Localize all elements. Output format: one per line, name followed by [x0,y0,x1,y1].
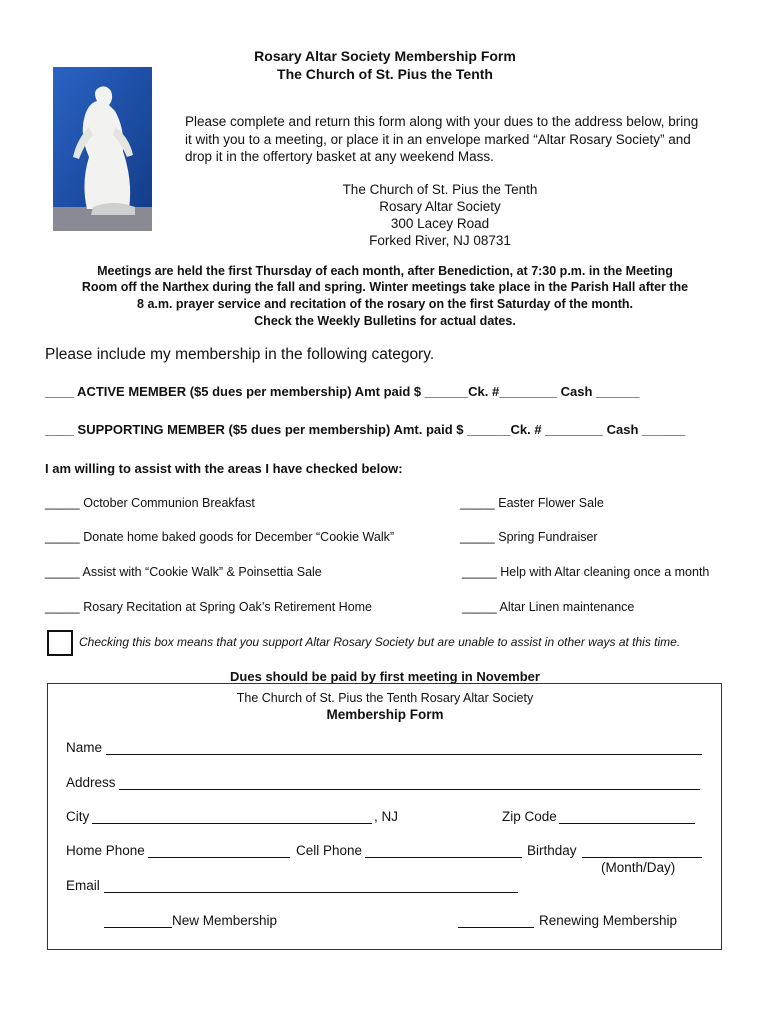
zip-field[interactable] [559,811,695,824]
city-field[interactable] [92,811,372,824]
home-phone-field[interactable] [148,845,290,858]
address-line: The Church of St. Pius the Tenth [342,182,538,197]
form-box-org: The Church of St. Pius the Tenth Rosary Altar Society [236,691,534,705]
zip-label: Zip Code [502,809,557,824]
cell-phone-label: Cell Phone [296,843,363,858]
birthday-hint: (Month/Day) [601,860,676,875]
new-membership-label: New Membership [172,913,278,928]
church-title: The Church of St. Pius the Tenth [277,66,493,82]
renewing-membership-blank[interactable] [458,915,534,928]
dues-note: Dues should be paid by first meeting in November [230,669,540,684]
active-member-option[interactable]: ____ ACTIVE MEMBER ($5 dues per membership) Amt paid $ ______Ck. #________ Cash ______ [45,384,640,399]
meeting-info: Room off the Narthex during the fall and spring. Winter meetings take place in the Parish Hall after the [81,280,689,294]
form-title: Rosary Altar Society Membership Form [254,48,516,64]
assist-option[interactable]: _____ Help with Altar cleaning once a month [462,565,710,579]
assist-option[interactable]: _____ Spring Fundraiser [460,530,598,544]
assist-heading: I am willing to assist with the areas I have checked below: [45,461,403,476]
name-label: Name [66,740,103,755]
support-checkbox[interactable] [47,630,73,656]
birthday-label: Birthday [527,843,577,858]
address-line: 300 Lacey Road [390,216,490,231]
assist-option[interactable]: _____ Rosary Recitation at Spring Oak’s Retirement Home [45,600,373,614]
assist-option[interactable]: _____ Assist with “Cookie Walk” & Poinsettia Sale [45,565,322,579]
instructions: Please complete and return this form along with your dues to the address below, bring it with you to a meeting, or place it in an envelope marked “Altar Rosary Society” and drop it in the offertory basket at any weekend Mass. [185,114,699,164]
meeting-info: Meetings are held the first Thursday of each month, after Benediction, at 7:30 p.m. in the Meeting [97,264,673,278]
assist-option[interactable]: _____ Donate home baked goods for December “Cookie Walk” [45,530,395,544]
supporting-member-option[interactable]: ____ SUPPORTING MEMBER ($5 dues per membership) Amt. paid $ ______Ck. # ________ Cash ______ [45,422,686,437]
name-field[interactable] [106,742,702,755]
city-label: City [66,809,90,824]
statue-photo [53,67,152,231]
renewing-membership-label: Renewing Membership [539,913,678,928]
birthday-field[interactable] [582,845,702,858]
assist-option[interactable]: _____ Easter Flower Sale [460,496,604,510]
email-label: Email [66,878,100,893]
meeting-info: Check the Weekly Bulletins for actual dates. [254,314,516,328]
home-phone-label: Home Phone [66,843,145,858]
state-label: , NJ [374,809,399,824]
category-prompt: Please include my membership in the following category. [45,346,435,363]
cell-phone-field[interactable] [365,845,522,858]
address-label: Address [66,775,116,790]
assist-option[interactable]: _____ October Communion Breakfast [45,496,255,510]
address-field[interactable] [119,777,700,790]
support-checkbox-label: Checking this box means that you support Altar Rosary Society but are unable to assist in other ways at this time. [79,635,681,649]
new-membership-blank[interactable] [104,915,172,928]
address-line: Rosary Altar Society [379,199,501,214]
email-field[interactable] [104,880,518,893]
assist-option[interactable]: _____ Altar Linen maintenance [462,600,635,614]
address-line: Forked River, NJ 08731 [369,233,511,248]
meeting-info: 8 a.m. prayer service and recitation of the rosary on the first Saturday of the month. [137,297,633,311]
form-box-title: Membership Form [326,707,444,722]
